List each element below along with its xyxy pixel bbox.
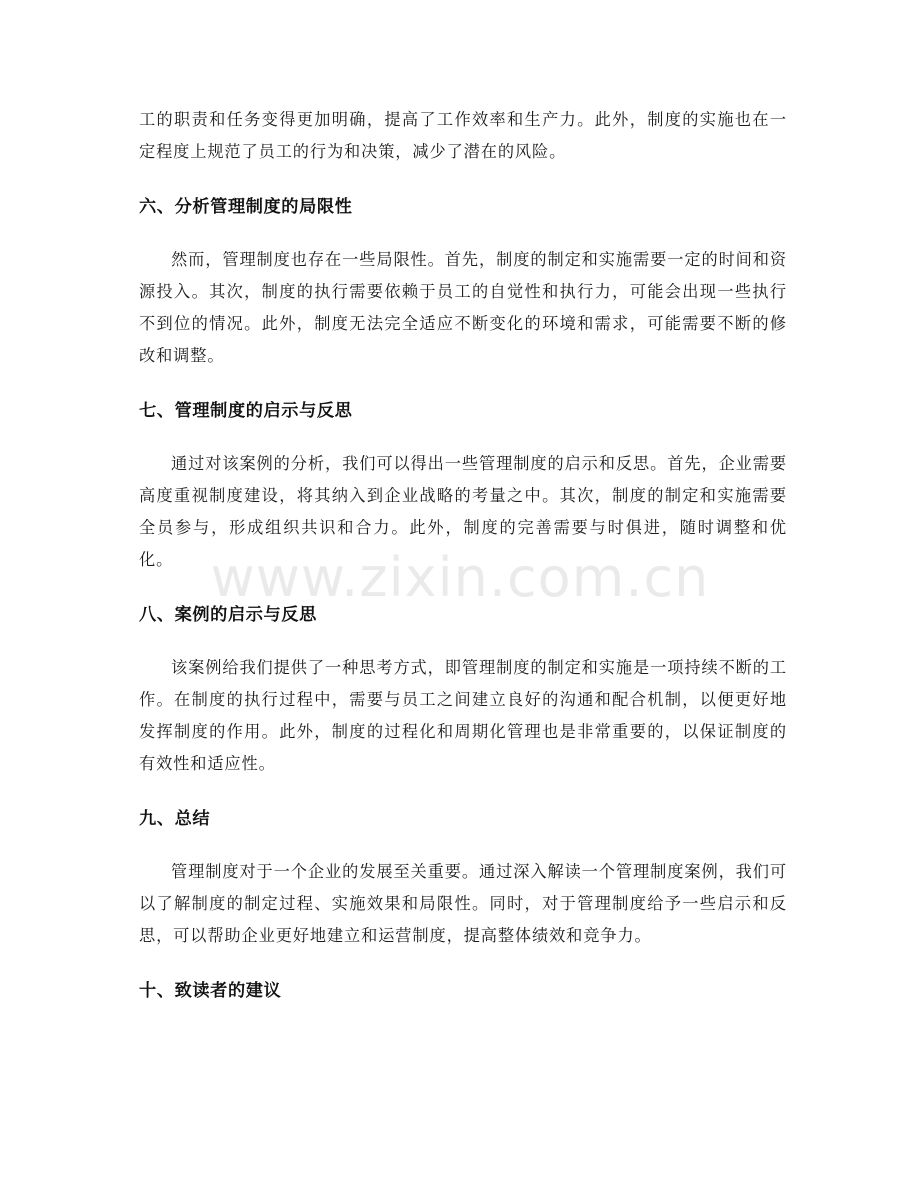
section-9-paragraph: 管理制度对于一个企业的发展至关重要。通过深入解读一个管理制度案例，我们可以了解制度的制定过程、实施效果和局限性。同时，对于管理制度给予一些启示和反思，可以帮助企业更好地建立和运营制度，提高整体绩效和竞争力。	[139, 862, 787, 945]
section-7-paragraph: 通过对该案例的分析，我们可以得出一些管理制度的启示和反思。首先，企业需要高度重视制度建设，将其纳入到企业战略的考量之中。其次，制度的制定和实施需要全员参与，形成组织共识和合力。此外，制度的完善需要与时俱进，随时调整和优化。	[139, 454, 787, 569]
section-9-heading: 九、总结	[139, 809, 211, 829]
section-7-heading: 七、管理制度的启示与反思	[139, 401, 353, 421]
intro-paragraph: 工的职责和任务变得更加明确，提高了工作效率和生产力。此外，制度的实施也在一定程度上规范了员工的行为和决策，减少了潜在的风险。	[139, 110, 787, 161]
section-8-heading: 八、案例的启示与反思	[139, 605, 317, 625]
section-8-paragraph: 该案例给我们提供了一种思考方式，即管理制度的制定和实施是一项持续不断的工作。在制度的执行过程中，需要与员工之间建立良好的沟通和配合机制，以便更好地发挥制度的作用。此外，制度的过程化和周期化管理也是非常重要的，以保证制度的有效性和适应性。	[139, 658, 787, 773]
section-6-paragraph: 然而，管理制度也存在一些局限性。首先，制度的制定和实施需要一定的时间和资源投入。其次，制度的执行需要依赖于员工的自觉性和执行力，可能会出现一些执行不到位的情况。此外，制度无法完全适应不断变化的环境和需求，可能需要不断的修改和调整。	[139, 250, 787, 365]
document-body	[139, 104, 787, 1007]
section-6-heading: 六、分析管理制度的局限性	[139, 197, 353, 217]
section-10-heading: 十、致读者的建议	[139, 981, 282, 1001]
watermark: www.zixin.com.cn	[210, 546, 710, 609]
